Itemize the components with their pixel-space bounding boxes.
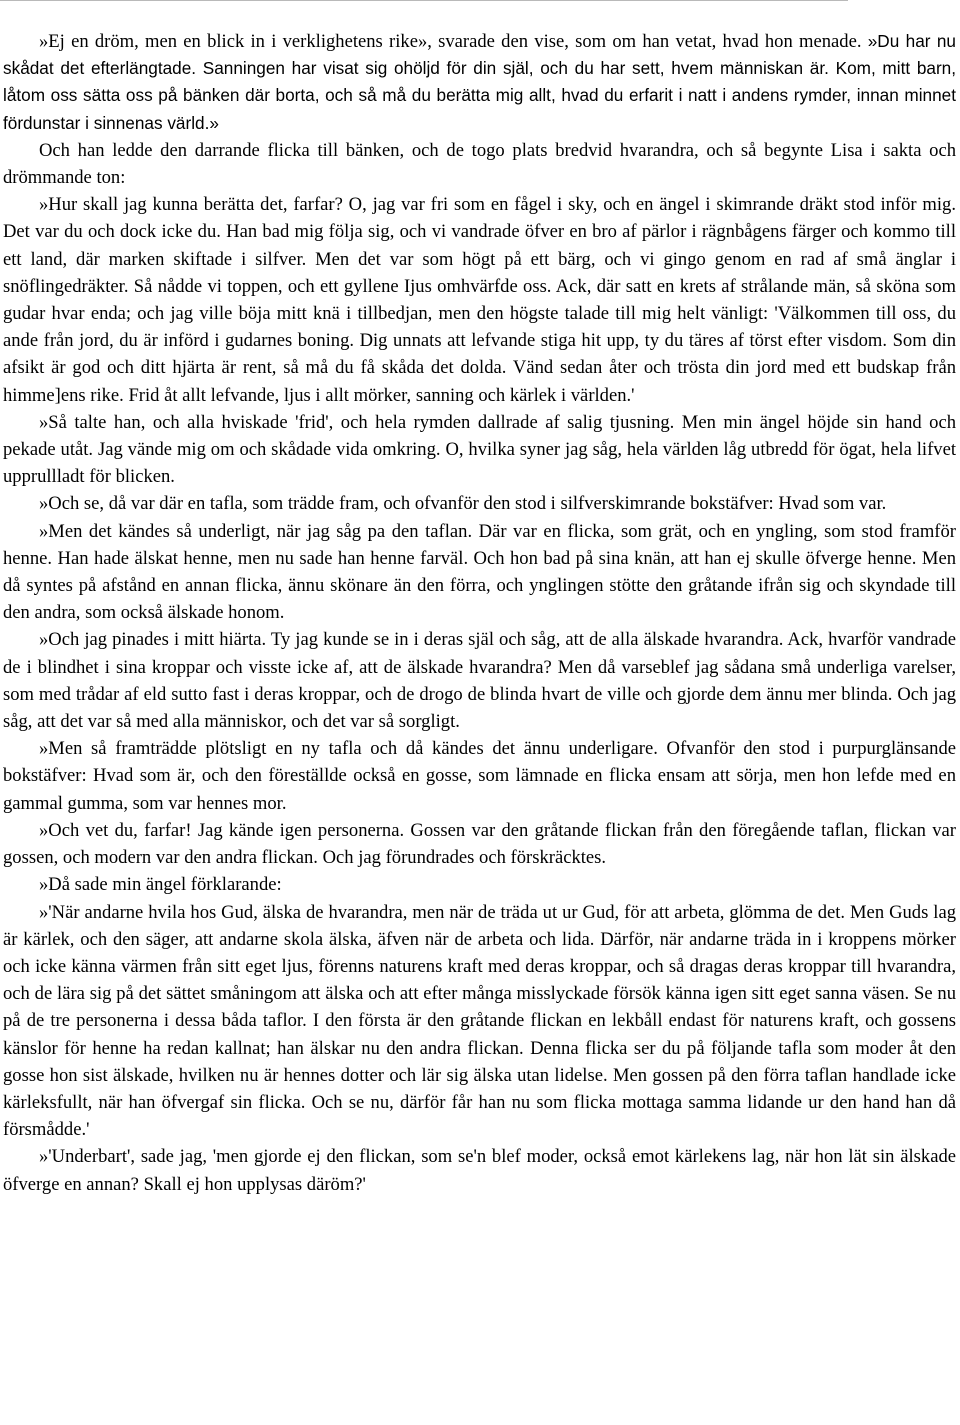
paragraph-text: »'Underbart', sade jag, 'men gjorde ej den flickan, som se'n blef moder, också emot kärlekens lag, när hon lät sin älskade öfverge en annan? Skall ej hon upplysas däröm?'	[3, 1146, 956, 1195]
paragraph	[3, 191, 956, 409]
paragraph	[3, 1143, 956, 1197]
paragraph-text: Och han ledde den darrande flicka till bänken, och de togo plats bredvid hvarandra, och så begynte Lisa i sakta och drömmande ton:	[3, 139, 956, 189]
paragraph	[3, 28, 956, 137]
paragraph	[3, 817, 956, 871]
paragraph	[3, 409, 956, 491]
paragraph-text-sans: »Du har nu skådat det efterlängtade. Sanningen har visat sig ohöljd för din själ, och du har sett, hvem människan är. Kom, mitt barn, låtom oss sätta oss på bänken där borta, och så må du berätta mig allt, hvad du erfarit i natt i andens rymder, innan minnet fördunstar i sinnenas värld.»	[3, 31, 956, 133]
paragraph-text: »Och se, då var där en tafla, som trädde fram, och ofvanför den stod i silfverskimrande bokstäfver: Hvad som var.	[39, 493, 887, 515]
paragraph-text: »Så talte han, och alla hviskade 'frid', och hela rymden dallrade af salig tjusning. Men min ängel höjde sin hand och pekade utåt. Jag vände mig om och skådade vida omkring. O, hvilka syner jag såg, hela världen låg utbredd för ögat, hela lifvet upprullladt för blicken.	[3, 411, 956, 488]
paragraph-text: »Men det kändes så underligt, när jag såg pa den taflan. Där var en flicka, som grät, och en yngling, som stod framför henne. Han hade älskat henne, men nu sade han henne farväl. Och hon bad på sina knän, att han ej skulle öfverge henne. Men då syntes på afstånd en annan flicka, ännu skönare än den förra, och ynglingen stötte den gråtande ifrån sig och skyndade till den andra, som också älskade honom.	[3, 520, 956, 624]
paragraph-text: »Då sade min ängel förklarande:	[39, 874, 282, 896]
paragraph	[3, 490, 956, 517]
top-rule	[0, 0, 848, 1]
paragraph	[3, 871, 956, 898]
paragraph-text: »'När andarne hvila hos Gud, älska de hvarandra, men när de träda ut ur Gud, för att arbeta, glömma de det. Men Guds lag är kärlek, och den säger, att andarne skola älska, äfven när de arbeta och lida. Därför, när andarne träda in i kroppens mörker och icke känna värmen från sitt eget ljus, förenns naturens kraft med deras kroppar, och så dragas deras kroppar till hvarandra, och de lära sig på det sättet småningom att älska och att efter många misslyckade försök känna igen sitt eget sanna väsen. Se nu på de tre personerna i dessa båda taflor. I den första är den gråtande flickan en lekbåll endast för naturens kraft, och gossens känslor för henne ha redan kallnat; han älskar nu den andra flickan. Denna flicka ser du på följande tafla som moder åt den gosse hon sist älskade, hvilken nu är hennes dotter och lär sig älska utan lidelse. Men gossen på den förra taflan handlade icke kärleksfullt, när han öfvergaf sin flicka. Och se nu, därför får han nu som flicka mottaga samma lidande ur den hand han då försmådde.'	[3, 901, 956, 1141]
paragraph	[3, 899, 956, 1144]
paragraph-text: »Men så framträdde plötsligt en ny tafla och då kändes det ännu underligare. Ofvanför den stod i purpurglänsande bokstäfver: Hvad som är, och den föreställde också en gosse, som lämnade en flicka ensam att sörja, men hon lefde med en gammal gumma, som var hennes mor.	[3, 738, 956, 814]
paragraph-text: »Hur skall jag kunna berätta det, farfar? O, jag var fri som en fågel i sky, och en ängel i skimrande dräkt stod inför mig. Det var du och dock icke du. Han bad mig följa sig, och vi vandrade öfver en bro af pärlor i rägnbågens färger och kommo till ett land, där marken skiftade i silfver. Men det var som högt på ett bärg, och vi gingo genom en rad af små änglar i snöflingedräkter. Så nådde vi toppen, och ett gyllene Ijus omhvärfde oss. Ack, där satt en krets af strålande män, så sköna som gudar hvar enda; och jag ville böja mitt knä i tillbedjan, men den högste talade till mig helt vänligt: 'Välkommen till oss, du ande från jord, du är införd i gudarnes boning. Dig unnats att lefvande stiga hit upp, ty du täres af törst efter visdom. Som din afsikt är god och ditt hjärta är rent, så må du få skåda det dolda. Vänd sedan åter och trösta din jord med ett budskap från himme]ens rike. Frid åt allt lefvande, ljus i allt mörker, sanning och kärlek i världen.'	[3, 194, 956, 406]
paragraph-text: »Och jag pinades i mitt hiärta. Ty jag kunde se in i deras själ och såg, att de alla älskade hvarandra. Ack, hvarför vandrade de i blindhet i sina kroppar och visste icke af, att de älskade hvarandra? Men då varseblef jag sådana små underliga varelser, som med trådar af eld sutto fast i deras kroppar, och de drogo de blinda hvart de ville och gjorde dem ännu mer blinda. Och jag såg, att det var så med alla människor, och det var så sorgligt.	[3, 629, 956, 733]
paragraph-text: »Ej en dröm, men en blick in i verklighetens rike», svarade den vise, som om han vetat, hvad hon menade.	[39, 31, 868, 52]
paragraph	[3, 518, 956, 627]
paragraph-text: »Och vet du, farfar! Jag kände igen personerna. Gossen var den gråtande flickan från den föregående taflan, flickan var gossen, och modern var den andra flickan. Och jag förundrades och förskräcktes.	[3, 819, 956, 869]
document-body	[3, 28, 956, 1198]
paragraph	[3, 735, 956, 817]
paragraph	[3, 626, 956, 735]
paragraph	[3, 137, 956, 191]
